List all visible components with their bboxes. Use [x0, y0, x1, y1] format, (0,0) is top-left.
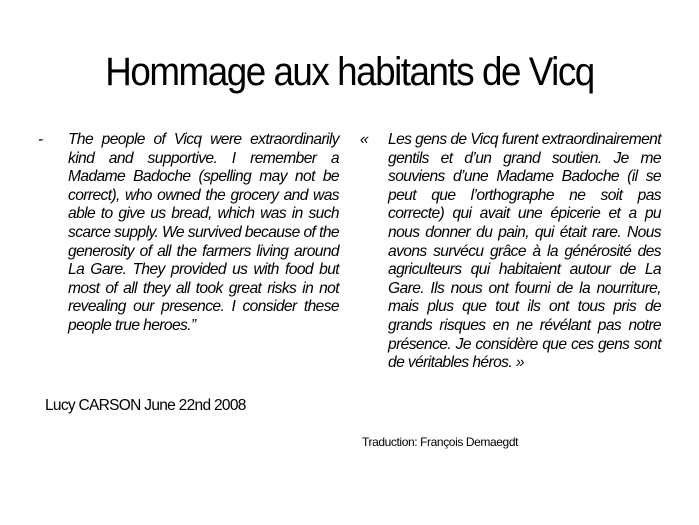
- english-quote-lead: -: [38, 131, 43, 148]
- signature: Lucy CARSON June 22nd 2008: [45, 397, 246, 414]
- slide-title: Hommage aux habitants de Vicq: [105, 50, 594, 94]
- english-quote-column: [38, 131, 339, 336]
- french-quote-text: Les gens de Vicq furent extraordinairement gentils et d’un grand soutien. Je me souviens d’une Madame Badoche (il se peut que l’orthographe ne soit pas correcte) qui avait une épicerie et a pu nous donner du pain, qui était rare. Nous avons survécu grâce à la générosité des agriculteurs qui habitaient autour de La Gare. Ils nous ont fourni de la nourriture, mais plus que tout ils ont tous pris de grands risques en ne révélant pas notre présence. Je considère que ces gens sont de véritables héros. »: [388, 131, 661, 372]
- french-quote: [360, 131, 661, 373]
- translation-credit: Traduction: François Demaegdt: [362, 435, 519, 449]
- english-quote: [38, 131, 339, 336]
- french-quote-column: [360, 131, 661, 373]
- english-quote-text: The people of Vicq were extraordinarily kind and supportive. I remember a Madame Badoche (spelling may not be correct), who owned the grocery and was able to give us bread, which was in such scarce supply. We survived because of the generosity of all the farmers living around La Gare. They provided us with food but most of all they all took great risks in not revealing our presence. I consider these people true heroes.”: [68, 131, 339, 334]
- french-quote-lead: «: [360, 131, 369, 148]
